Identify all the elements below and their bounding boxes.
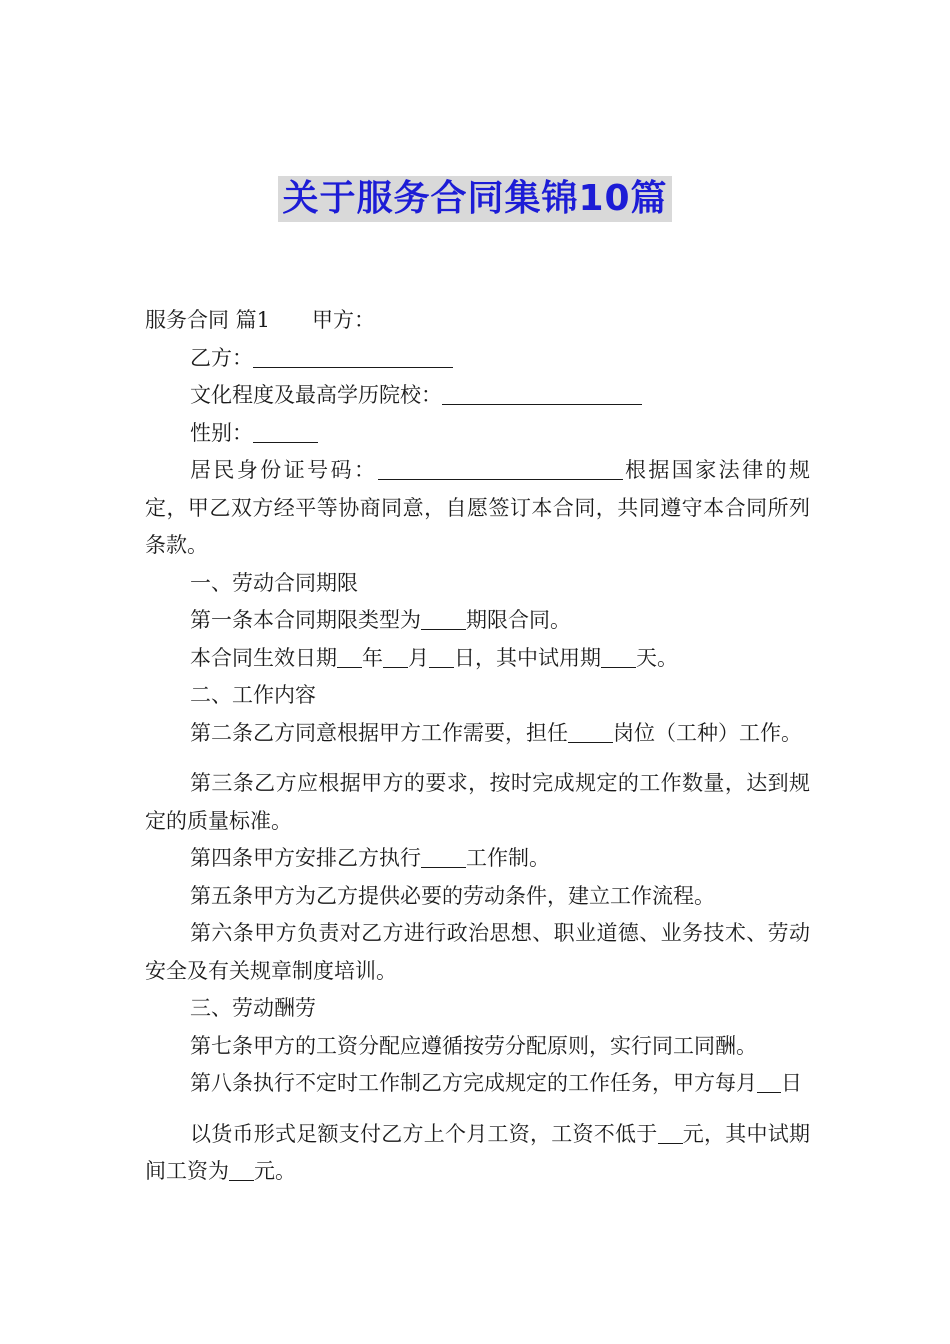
paragraph-text: 第一条本合同期限类型为 [190, 608, 421, 632]
paragraph-text: 本合同生效日期 [190, 645, 337, 670]
paragraph-text: 期限合同。 [466, 608, 571, 632]
blank-field [601, 645, 636, 668]
paragraph-text: 第四条甲方安排乙方执行 [190, 846, 421, 870]
blank-field [253, 345, 453, 368]
blank-field [658, 1121, 683, 1144]
paragraph-text: 性别： [190, 420, 253, 445]
paragraph-text: 年 [362, 645, 383, 670]
paragraph-text: 服务合同 篇1 甲方： [145, 308, 376, 332]
paragraph-text: 元，其中试期间工资为 [145, 1121, 810, 1183]
paragraph [145, 715, 810, 753]
paragraph [145, 990, 810, 1028]
blank-field [229, 1158, 254, 1181]
paragraph-text: 工作制。 [466, 846, 550, 870]
paragraph-text: 第八条执行不定时工作制乙方完成规定的工作任务，甲方每月 [190, 1071, 757, 1095]
blank-field [421, 607, 466, 630]
blank-field [378, 457, 623, 480]
paragraph-text: 以货币形式足额支付乙方上个月工资，工资不低于 [190, 1121, 658, 1146]
paragraph [145, 602, 810, 640]
paragraph-text: 日，其中试用期 [454, 645, 601, 670]
paragraph [145, 1116, 810, 1191]
paragraph [145, 677, 810, 715]
paragraph [145, 377, 810, 415]
document-title: 关于服务合同集锦10篇 [278, 176, 671, 222]
paragraph [145, 452, 810, 565]
paragraph-text: 日 [781, 1071, 802, 1095]
blank-field [253, 420, 318, 443]
paragraph [145, 765, 810, 840]
blank-field [421, 845, 466, 868]
paragraph [145, 915, 810, 990]
paragraph [145, 840, 810, 878]
paragraph [145, 878, 810, 916]
paragraph [145, 302, 810, 340]
blank-field [757, 1070, 769, 1093]
paragraph-text: 三、劳动酬劳 [190, 996, 316, 1020]
blank-field [383, 645, 408, 668]
paragraph [145, 640, 810, 678]
paragraph-text: 乙方： [190, 345, 253, 370]
paragraph-text: 根据国家法律的规定，甲乙双方经平等协商同意，自愿签订本合同，共同遵守本合同所列条款。 [145, 458, 810, 557]
paragraph-text: 月 [408, 645, 429, 670]
paragraph [145, 1065, 810, 1103]
paragraph-text: 第五条甲方为乙方提供必要的劳动条件，建立工作流程。 [190, 883, 715, 908]
paragraph [145, 415, 810, 453]
paragraph-text: 一、劳动合同期限 [190, 570, 358, 595]
blank-field [442, 382, 642, 405]
paragraph-text: 天。 [636, 645, 678, 670]
document-body [145, 302, 810, 1191]
paragraph-text: 第六条甲方负责对乙方进行政治思想、职业道德、业务技术、劳动安全及有关规章制度培训。 [145, 921, 810, 983]
paragraph-text: 二、工作内容 [190, 683, 316, 707]
blank-field [568, 720, 613, 743]
title-wrap [0, 176, 950, 222]
paragraph-text: 岗位（工种）工作。 [613, 720, 802, 745]
paragraph [145, 565, 810, 603]
paragraph [145, 1028, 810, 1066]
paragraph-text: 第二条乙方同意根据甲方工作需要，担任 [190, 720, 568, 745]
paragraph-text: 第三条乙方应根据甲方的要求，按时完成规定的工作数量，达到规定的质量标准。 [145, 771, 810, 833]
blank-field [769, 1070, 781, 1093]
blank-field [429, 645, 454, 668]
paragraph-text: 文化程度及最高学历院校： [190, 383, 442, 407]
blank-field [337, 645, 362, 668]
paragraph-text: 居民身份证号码： [190, 458, 378, 482]
paragraph-text: 第七条甲方的工资分配应遵循按劳分配原则，实行同工同酬。 [190, 1033, 757, 1058]
paragraph-text: 元。 [254, 1159, 296, 1183]
paragraph [145, 340, 810, 378]
